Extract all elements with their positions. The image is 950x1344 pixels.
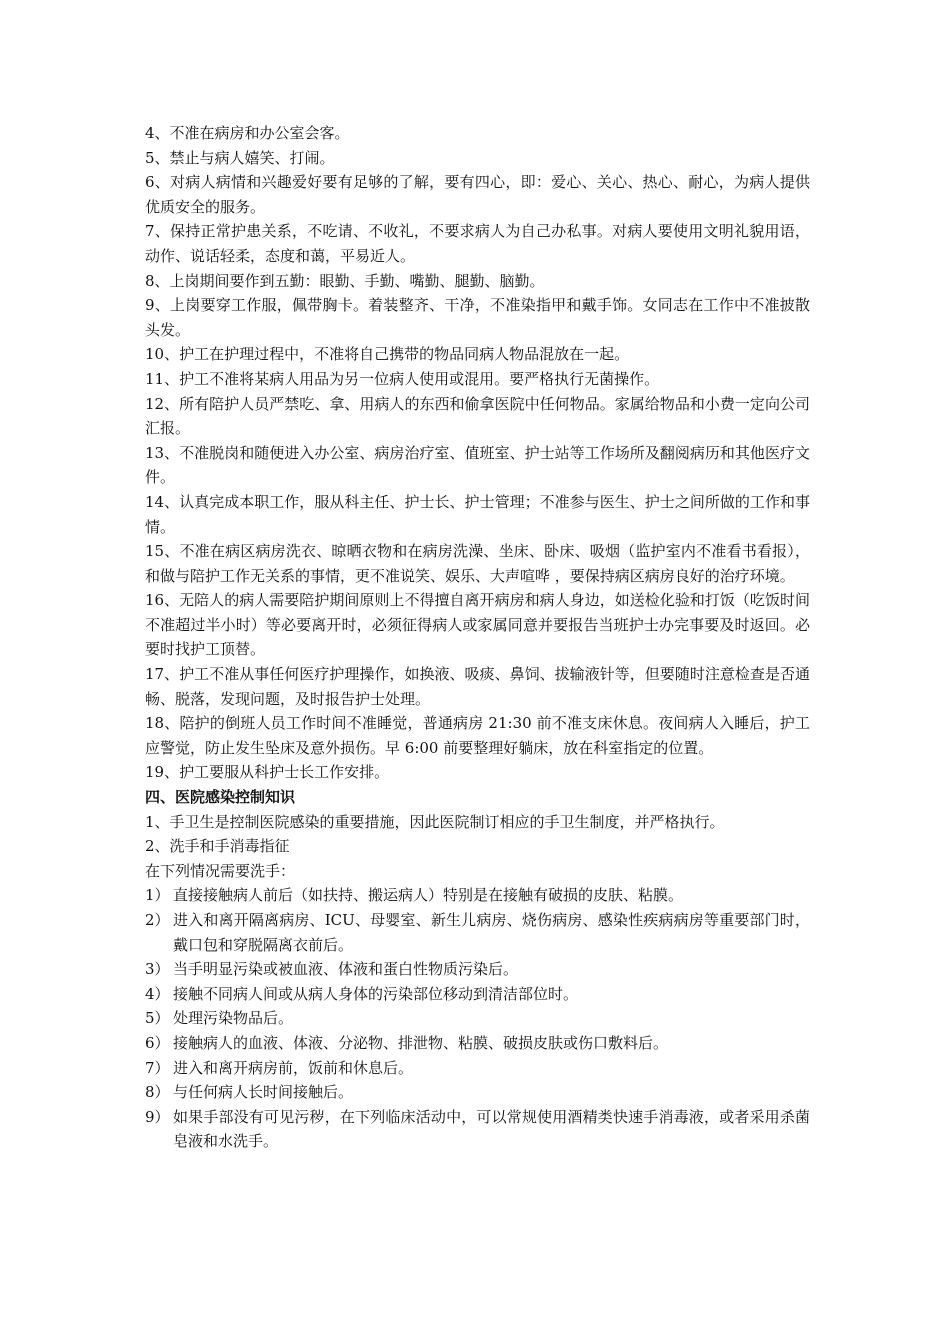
list-item-number: 7） — [145, 1058, 170, 1077]
list-item-number: 6） — [145, 1033, 170, 1052]
paragraph-rule-8: 8、上岗期间要作到五勤：眼勤、手勤、嘴勤、腿勤、脑勤。 — [145, 271, 545, 290]
list-item-text: 进入和离开隔离病房、ICU、母婴室、新生儿病房、烧伤病房、感染性疾病病房等重要部门时，戴口包和穿脱隔离衣前后。 — [173, 911, 810, 954]
paragraph-rule-6: 6、对病人病情和兴趣爱好要有足够的了解，要有四心，即：爱心、关心、热心、耐心，为病人提供优质安全的服务。 — [145, 173, 810, 216]
paragraph-infection-2: 2、洗手和手消毒指征 — [145, 837, 290, 856]
list-item-number: 2） — [145, 911, 170, 929]
list-item — [145, 1080, 810, 1105]
list-item — [145, 957, 810, 982]
list-item — [145, 1056, 810, 1081]
list-item-number: 5） — [145, 1009, 170, 1028]
list-item-number: 8） — [145, 1083, 170, 1102]
list-item-number: 1） — [145, 886, 170, 905]
paragraph-rule-7: 7、保持正常护患关系，不吃请、不收礼，不要求病人为自己办私事。对病人要使用文明礼貌用语，动作、说话轻柔，态度和蔼，平易近人。 — [145, 222, 810, 265]
list-item-text: 如果手部没有可见污秽，在下列临床活动中，可以常规使用酒精类快速手消毒液，或者采用杀菌皂液和水洗手。 — [173, 1107, 810, 1151]
list-item — [145, 1031, 810, 1056]
list-item-text: 接触不同病人间或从病人身体的污染部位移动到清洁部位时。 — [173, 984, 579, 1003]
paragraph-rule-18: 18、陪护的倒班人员工作时间不准睡觉，普通病房 21:30 前不准支床休息。夜间病人入睡后，护工应警觉，防止发生坠床及意外损伤。早 6:00 前要整理好躺床，放在科室指定的位置。 — [145, 714, 810, 757]
paragraph-rule-14: 14、认真完成本职工作，服从科主任、护士长、护士管理；不准参与医生、护士之间所做的工作和事情。 — [145, 492, 810, 536]
list-item-text: 接触病人的血液、体液、分泌物、排泄物、粘膜、破损皮肤或伤口敷料后。 — [173, 1033, 669, 1052]
list-item-number: 4） — [145, 984, 170, 1003]
paragraph-rule-15: 15、不准在病区病房洗衣、晾晒衣物和在病房洗澡、坐床、卧床、吸烟（监护室内不准看书看报），和做与陪护工作无关系的事情，更不准说笑、娱乐、大声喧哗 ，要保持病区病房良好的治疗环境。 — [145, 542, 810, 585]
paragraph-rule-4: 4、不准在病房和办公室会客。 — [145, 124, 350, 142]
list-item-text: 处理污染物品后。 — [173, 1009, 294, 1028]
list-item-number: 9） — [145, 1107, 170, 1126]
list-item-text: 直接接触病人前后（如扶持、搬运病人）特别是在接触有破损的皮肤、粘膜。 — [173, 886, 684, 905]
paragraph-infection-1: 1、手卫生是控制医院感染的重要措施，因此医院制订相应的手卫生制度，并严格执行。 — [145, 812, 725, 831]
paragraph-handwash-intro: 在下列情况需要洗手： — [145, 861, 296, 880]
document-page — [145, 121, 810, 1154]
paragraph-rule-9: 9、上岗要穿工作服，佩带胸卡。着装整齐、干净，不准染指甲和戴手饰。女同志在工作中不准披散头发。 — [145, 296, 810, 339]
list-item-text: 进入和离开病房前，饭前和休息后。 — [173, 1058, 414, 1077]
paragraph-rule-19: 19、护工要服从科护士长工作安排。 — [145, 763, 390, 782]
list-item — [145, 883, 810, 908]
paragraph-rule-16: 16、无陪人的病人需要陪护期间原则上不得擅自离开病房和病人身边，如送检化验和打饭（吃饭时间不准超过半小时）等必要离开时，必须征得病人或家属同意并要报告当班护士办完事要及时返回。必要时找护工顶替。 — [145, 591, 810, 659]
list-item — [145, 908, 810, 957]
paragraph-rule-13: 13、不准脱岗和随便进入办公室、病房治疗室、值班室、护士站等工作场所及翻阅病历和其他医疗文件。 — [145, 443, 810, 487]
paragraph-rule-12: 12、所有陪护人员严禁吃、拿、用病人的东西和偷拿医院中任何物品。家属给物品和小费一定向公司汇报。 — [145, 394, 810, 438]
list-item — [145, 1105, 810, 1154]
list-item-text: 与任何病人长时间接触后。 — [173, 1083, 354, 1102]
paragraph-rule-5: 5、禁止与病人嬉笑、打闹。 — [145, 148, 335, 167]
list-item-number: 3） — [145, 960, 170, 979]
section-heading: 四、医院感染控制知识 — [145, 788, 296, 807]
paragraph-rule-11: 11、护工不准将某病人用品为另一位病人使用或混用。要严格执行无菌操作。 — [145, 369, 660, 388]
list-item-text: 当手明显污染或被血液、体液和蛋白性物质污染后。 — [173, 960, 519, 979]
list-item — [145, 1006, 810, 1031]
paragraph-rule-10: 10、护工在护理过程中，不准将自己携带的物品同病人物品混放在一起。 — [145, 345, 630, 364]
list-item — [145, 982, 810, 1007]
paragraph-rule-17: 17、护工不准从事任何医疗护理操作，如换液、吸痰、鼻饲、拔输液针等，但要随时注意检查是否通畅、脱落，发现问题，及时报告护士处理。 — [145, 665, 810, 708]
